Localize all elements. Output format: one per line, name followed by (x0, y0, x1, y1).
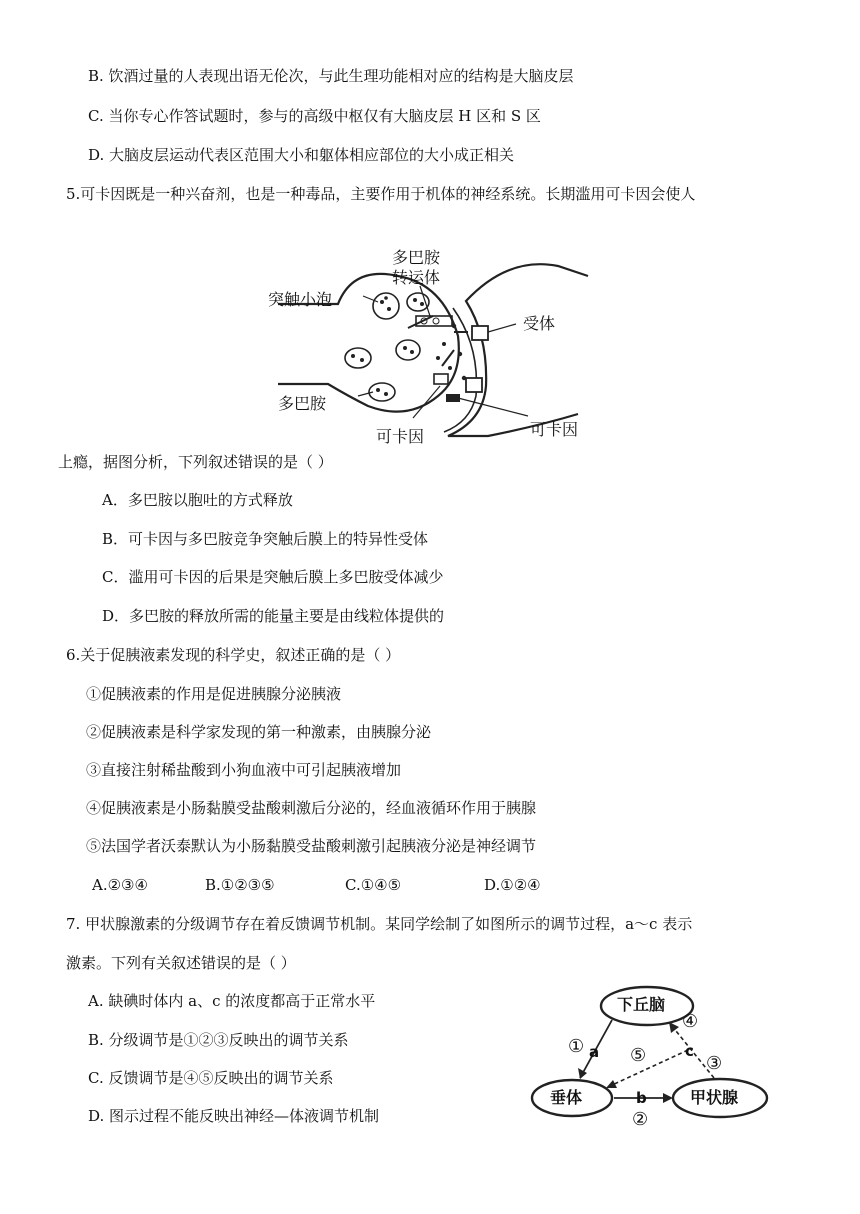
diagram-step-2: ② (632, 1109, 649, 1130)
label-dopamine-transporter-1: 多巴胺 (392, 248, 441, 267)
q6-item-1: ①促胰液素的作用是促进胰腺分泌胰液 (86, 685, 342, 703)
q6-choice-a: A.②③④ (92, 876, 148, 894)
diagram-hormone-c: c (685, 1042, 694, 1060)
q4-option-d: D. 大脑皮层运动代表区范围大小和躯体相应部位的大小成正相关 (88, 146, 515, 164)
diagram-hormone-b: b (636, 1089, 647, 1107)
q6-choice-b: B.①②③⑤ (205, 876, 275, 894)
q6-stem: 6.关于促胰液素发现的科学史，叙述正确的是（ ） (66, 646, 401, 664)
q6-item-3: ③直接注射稀盐酸到小狗血液中可引起胰液增加 (86, 761, 402, 779)
q5-stem-part1: 5.可卡因既是一种兴奋剂，也是一种毒品，主要作用于机体的神经系统。长期滥用可卡因会使人 (66, 185, 696, 203)
q6-item-2: ②促胰液素是科学家发现的第一种激素，由胰腺分泌 (86, 723, 432, 741)
q4-option-c: C. 当你专心作答试题时，参与的高级中枢仅有大脑皮层 H 区和 S 区 (88, 107, 541, 125)
q7-option-a: A. 缺碘时体内 a、c 的浓度都高于正常水平 (88, 992, 376, 1010)
q6-item-4: ④促胰液素是小肠黏膜受盐酸刺激后分泌的，经血液循环作用于胰腺 (86, 799, 537, 817)
q5-option-a: A．多巴胺以胞吐的方式释放 (102, 491, 293, 509)
diagram-step-1: ① (568, 1036, 585, 1057)
diagram-pituitary: 垂体 (550, 1088, 583, 1107)
q7-option-c: C. 反馈调节是④⑤反映出的调节关系 (88, 1069, 334, 1087)
label-cocaine-right: 可卡因 (530, 420, 579, 439)
label-receptor: 受体 (523, 314, 556, 333)
label-cocaine-left: 可卡因 (376, 427, 425, 446)
diagram-step-5: ⑤ (630, 1045, 647, 1066)
label-vesicle: 突触小泡 (268, 290, 333, 309)
label-dopamine-transporter-2: 转运体 (392, 268, 441, 287)
diagram-thyroid: 甲状腺 (690, 1088, 739, 1107)
q5-stem-part2: 上瘾，据图分析，下列叙述错误的是（ ） (58, 453, 333, 471)
q7-stem-part1: 7. 甲状腺激素的分级调节存在着反馈调节机制。某同学绘制了如图所示的调节过程，a～c 表示 (66, 915, 693, 933)
q6-item-5: ⑤法国学者沃泰默认为小肠黏膜受盐酸刺激引起胰液分泌是神经调节 (86, 837, 537, 855)
q7-option-b: B. 分级调节是①②③反映出的调节关系 (88, 1031, 349, 1049)
q5-option-b: B．可卡因与多巴胺竞争突触后膜上的特异性受体 (102, 530, 429, 548)
q6-choice-d: D.①②④ (484, 876, 541, 894)
q7-option-d: D. 图示过程不能反映出神经—体液调节机制 (88, 1107, 380, 1125)
q4-option-b: B. 饮酒过量的人表现出语无伦次，与此生理功能相对应的结构是大脑皮层 (88, 67, 574, 85)
diagram-hypothalamus: 下丘脑 (617, 995, 666, 1014)
diagram-step-4: ④ (682, 1011, 699, 1032)
diagram-hormone-a: a (589, 1043, 600, 1061)
label-dopamine: 多巴胺 (278, 394, 327, 413)
q6-choice-c: C.①④⑤ (345, 876, 402, 894)
q5-option-c: C．滥用可卡因的后果是突触后膜上多巴胺受体减少 (102, 568, 444, 586)
q5-option-d: D．多巴胺的释放所需的能量主要是由线粒体提供的 (102, 607, 445, 625)
diagram-step-3: ③ (706, 1053, 723, 1074)
q7-stem-part2: 激素。下列有关叙述错误的是（ ） (66, 954, 296, 972)
